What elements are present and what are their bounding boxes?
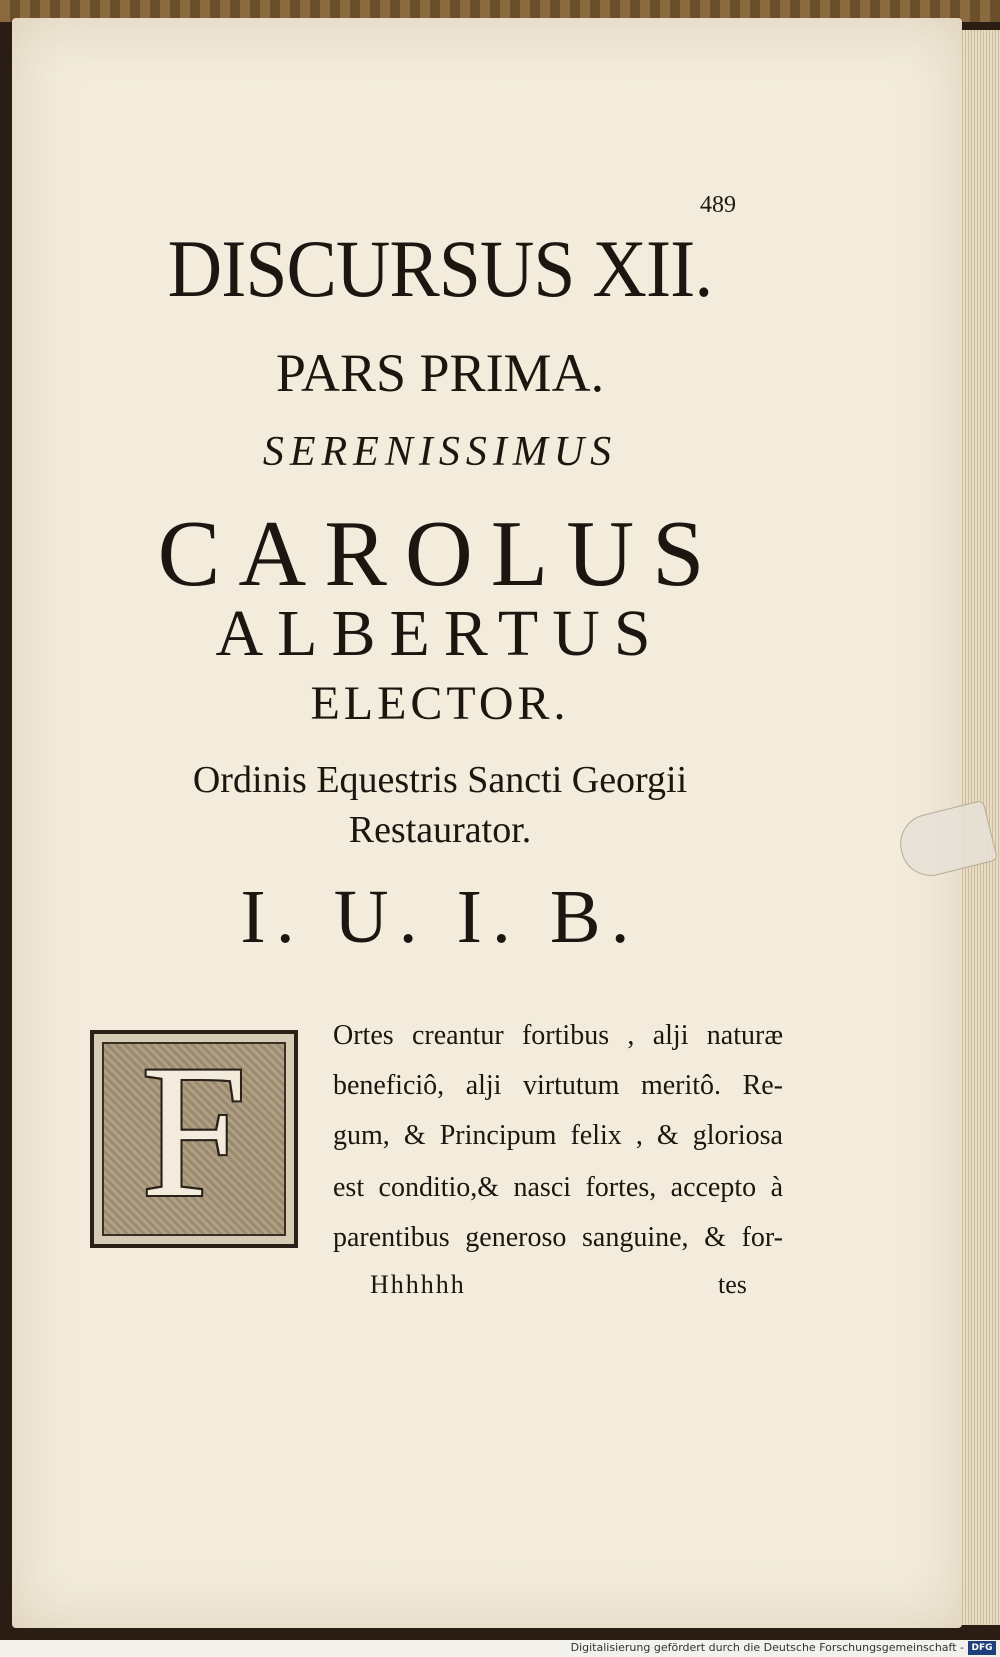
body-line: Ortes creantur fortibus , alji naturæ — [333, 1020, 783, 1051]
page-number: 489 — [700, 192, 736, 218]
heading-serenissimus: SERENISSIMUS — [262, 429, 618, 475]
heading-carolus: CAROLUS — [157, 502, 723, 606]
heading-discursus: DISCURSUS XII. — [167, 223, 713, 314]
heading-pars: PARS PRIMA. — [275, 343, 605, 403]
body-line: beneficiô, alji virtutum meritô. Re- — [333, 1070, 783, 1101]
catchword: tes — [718, 1270, 747, 1299]
body-line: parentibus generoso sanguine, & for- — [333, 1222, 783, 1253]
dfg-logo: DFG — [968, 1641, 996, 1655]
heading-ordinis: Ordinis Equestris Sancti Georgii — [192, 759, 688, 801]
body-line: gum, & Principum felix , & gloriosa — [333, 1120, 783, 1151]
heading-albertus: ALBERTUS — [215, 597, 665, 670]
footer-credit: Digitalisierung gefördert durch die Deutsche Forschungsgemeinschaft - — [570, 1641, 964, 1654]
decorated-initial — [90, 1027, 298, 1248]
body-line: est conditio,& nasci fortes, accepto à — [333, 1172, 783, 1203]
initial-letter: F — [141, 1027, 247, 1237]
signature-mark: Hhhhhh — [370, 1270, 466, 1299]
heading-restaurator: Restaurator. — [348, 809, 532, 851]
heading-elector: ELECTOR. — [310, 677, 570, 730]
heading-initials: I. U. I. B. — [240, 875, 640, 959]
footer-bar — [0, 1640, 1000, 1657]
